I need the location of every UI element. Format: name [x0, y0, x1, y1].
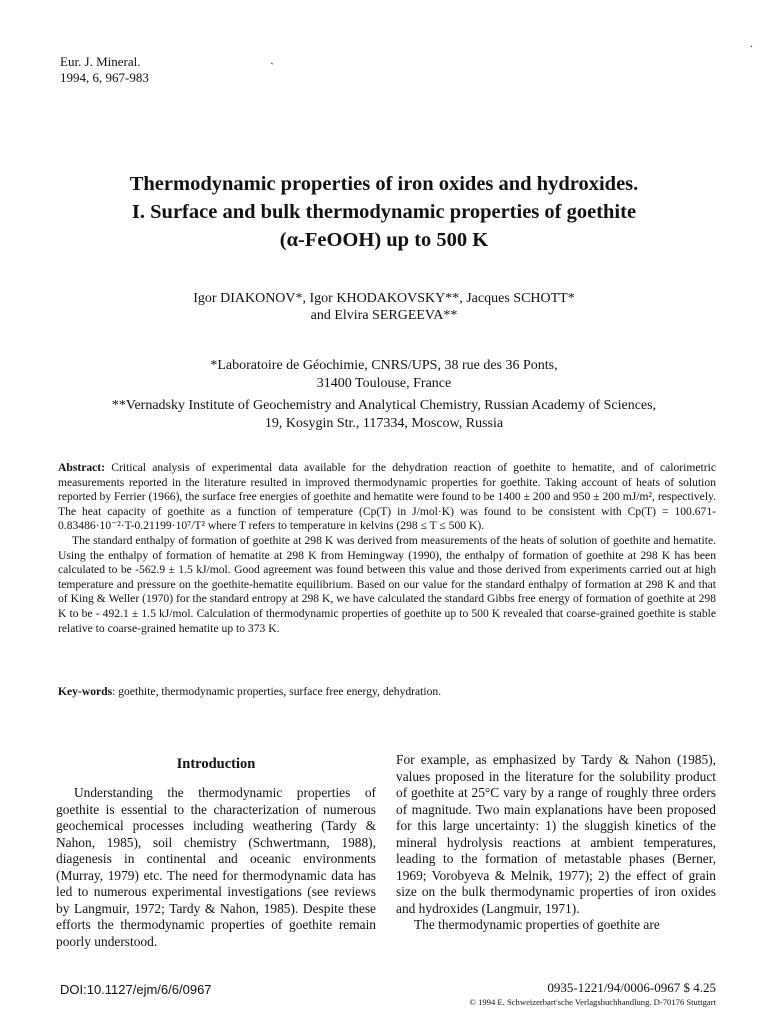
affiliation-line-2: 31400 Toulouse, France [316, 376, 452, 391]
author-list [60, 290, 708, 324]
affiliation-line-3: **Vernadsky Institute of Geochemistry and Analytical Chemistry, Russian Academy of Sciences, [111, 398, 657, 413]
keywords-text: : goethite, thermodynamic properties, surface free energy, dehydration. [112, 685, 442, 698]
affiliation-line-4: 19, Kosygin Str., 117334, Moscow, Russia [264, 416, 504, 431]
authors-line-2: and Elvira SERGEEVA** [310, 308, 458, 323]
keywords-label: Key-words [58, 685, 113, 698]
intro-paragraph-2: For example, as emphasized by Tardy & Nahon (1985), values proposed in the literature for the solubility product of goethite at 25°C vary by a range of roughly three orders of magnitude. Two main explanations have been proposed for this large uncertainty: 1) the sluggish kinetics of the mineral hydrolysis reactions at ambient temperatures, leading to the formation of metastable phases (Berner, 1969; Vorobyeva & Melnik, 1977); 2) the effect of grain size on the bulk thermodynamic properties of iron oxides and hydroxides (Langmuir, 1971). [396, 752, 716, 916]
issn-price: 0935-1221/94/0006-0967 $ 4.25 [547, 980, 716, 995]
left-column [56, 755, 376, 950]
copyright: © 1994 E. Schweizerbart'sche Verlagsbuchhandlung. D-70176 Stuttgart [469, 997, 716, 1007]
title-line-2: I. Surface and bulk thermodynamic properties of goethite [131, 201, 637, 223]
abstract [58, 461, 716, 636]
intro-paragraph-3: The thermodynamic properties of goethite are [414, 917, 660, 932]
title-line-3: (α-FeOOH) up to 500 K [279, 229, 489, 251]
corner-mark: . [750, 36, 753, 50]
abstract-text-1: Critical analysis of experimental data available for the dehydration reaction of goethite to hematite, and of calorimetric measurements reported in the literature resulted in improved thermodynamic properties for goethite. Taking account of heats of solution reported by Ferrier (1966), the surface free energies of goethite and hematite were found to be 1400 ± 200 and 950 ± 200 mJ/m², respectively. The heat capacity of goethite as a function of temperature (Cp(T) in J/mol·K) was found to be consistent with Cp(T) = 100.671-0.83486·10⁻²·T-0.21199·10⁷/T² where T refers to temperature in kelvins (298 ≤ T ≤ 500 K). [58, 461, 716, 533]
journal-citation [60, 54, 149, 86]
keywords [58, 685, 716, 700]
abstract-paragraph-2: The standard enthalpy of formation of goethite at 298 K was derived from measurements of the heats of solution of goethite and hematite. Using the enthalpy of formation of hematite at 298 K from Hemingway (1990), the enthalpy of formation of goethite at 298 K has been calculated to be -562.9 ± 1.5 kJ/mol. Good agreement was found between this value and those derived from experiments carried out at high temperature and pressure on the goethite-hematite equilibrium. Based on our value for the standard enthalpy of formation at 298 K and that of King & Weller (1970) for the standard entropy at 298 K, we have calculated the standard Gibbs free energy of formation of goethite at 298 K to be - 492.1 ± 1.5 kJ/mol. Calculation of thermodynamic properties of goethite up to 500 K revealed that coarse-grained goethite is stable relative to coarse-grained hematite up to 373 K. [58, 533, 716, 635]
affiliation-line-1: *Laboratoire de Géochimie, CNRS/UPS, 38 rue des 36 Ponts, [210, 358, 558, 373]
section-heading: Introduction [176, 756, 256, 772]
abstract-paragraph-1 [58, 461, 716, 534]
authors-line-1: Igor DIAKONOV*, Igor KHODAKOVSKY**, Jacques SCHOTT* [193, 291, 575, 306]
right-column [396, 752, 716, 934]
stray-mark: ` [270, 60, 274, 74]
doi: DOI:10.1127/ejm/6/6/0967 [60, 982, 212, 997]
abstract-label: Abstract: [58, 461, 106, 474]
intro-paragraph-1: Understanding the thermodynamic properties of goethite is essential to the characterization of numerous geochemical processes including weathering (Tardy & Nahon, 1985), soil chemistry (Schwertmann, 1988), diagenesis in continental and oceanic environments (Murray, 1979) etc. The need for thermodynamic data has led to numerous experimental investigations (see reviews by Langmuir, 1972; Tardy & Nahon, 1985). Despite these efforts the thermodynamic properties of goethite remain poorly understood. [56, 785, 376, 949]
affiliations [40, 357, 728, 433]
journal-name: Eur. J. Mineral. [60, 54, 141, 69]
title-line-1: Thermodynamic properties of iron oxides and hydroxides. [129, 173, 639, 195]
journal-volume-pages: 1994, 6, 967-983 [60, 70, 149, 85]
paper-title [40, 170, 728, 254]
